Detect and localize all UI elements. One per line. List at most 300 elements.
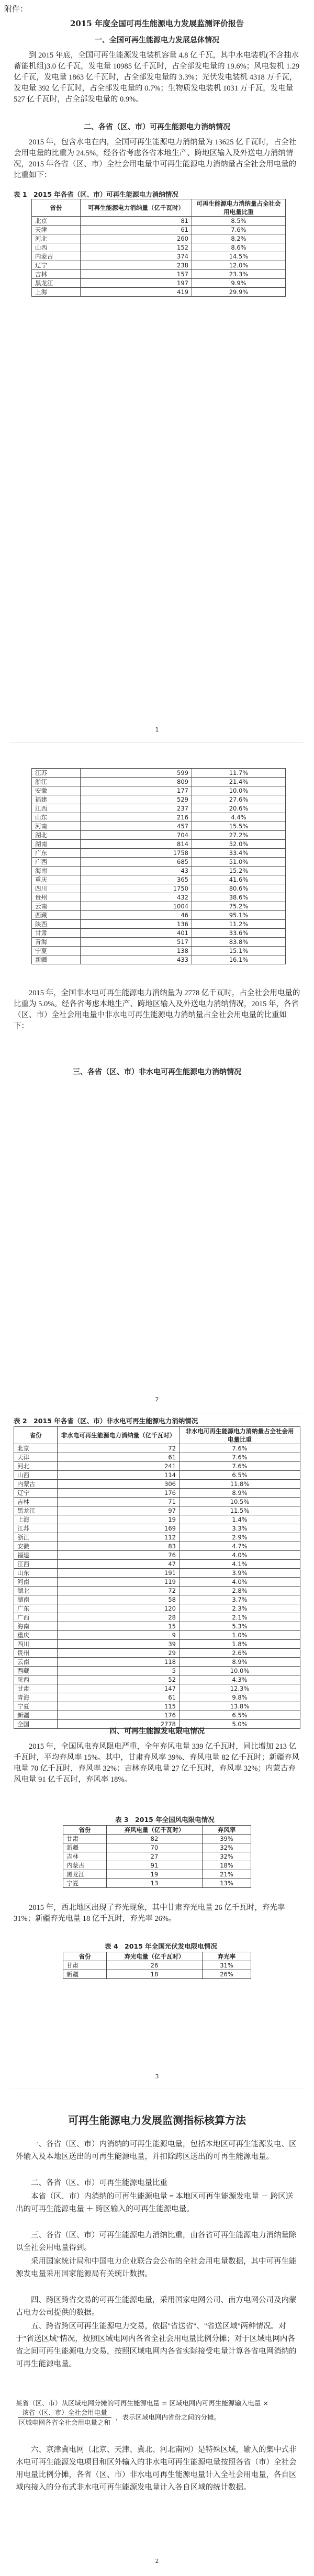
method-paragraph-3: 本省（区、市）内消纳的可再生能源电量 = 本地区可再生能源发电量 － 跨区送出的可再生能源电量 ＋ 跨区输入的可再生能源电量。 <box>16 2192 294 2213</box>
table-cell: 46 <box>81 911 192 920</box>
table-cell: 8.2% <box>192 234 286 243</box>
table-row <box>63 1835 251 1843</box>
table-cell: 海南 <box>14 1622 58 1631</box>
table-cell: 2778 <box>58 1720 180 1729</box>
table-cell: 433 <box>81 955 192 964</box>
table-cell: 33.6% <box>192 929 286 938</box>
table-row <box>32 947 286 955</box>
table-cell: 11.2% <box>192 920 286 929</box>
table-cell: 28 <box>58 1613 180 1622</box>
table-cell: 52 <box>58 1675 180 1684</box>
table-cell: 306 <box>58 1480 180 1489</box>
table-cell: 8.6% <box>192 243 286 252</box>
table-cell: 21.4% <box>192 778 286 786</box>
table-cell: 152 <box>81 243 192 252</box>
table-cell: 599 <box>81 769 192 778</box>
page-4 <box>0 2088 314 2576</box>
solar-curtailment-paragraph: 2015 年，西北地区出现了弃光现象，其中甘肃弃光电量 26 亿千瓦时，弃光率 31%；新疆弃光电量 18 亿千瓦时，弃光率 26%。 <box>14 1904 285 1923</box>
table-cell: 吉林 <box>14 1498 58 1506</box>
table-cell: 8.5% <box>192 217 286 226</box>
table-cell: 广西 <box>32 858 81 867</box>
attachment-label: 附件： <box>4 4 28 14</box>
table-cell: 陕西 <box>14 1675 58 1684</box>
table-header-row <box>32 199 286 217</box>
table-cell: 6.5% <box>180 1471 300 1480</box>
table-cell: 61 <box>58 1453 180 1462</box>
table-row <box>14 1524 300 1533</box>
table-cell: 湖北 <box>32 831 81 840</box>
table-cell: 江西 <box>14 1560 58 1569</box>
table-cell: 814 <box>81 840 192 849</box>
table-cell: 176 <box>58 1489 180 1498</box>
table-cell: 天津 <box>14 1453 58 1462</box>
table-cell: 51.0% <box>192 858 286 867</box>
table-cell: 7.6% <box>192 226 286 234</box>
table-cell: 江苏 <box>32 769 81 778</box>
table-cell: 136 <box>81 920 192 929</box>
table-cell: 18% <box>203 1861 251 1870</box>
table-row <box>32 822 286 831</box>
table-header-row <box>63 1826 251 1835</box>
wind-curtailment-paragraph: 2015 年，全国风电弃风限电严重，全年弃风电量 339 亿千瓦时，同比增加 213 亿千瓦时，平均弃风率 15%。其中，甘肃弃风率 39%、弃风电量 82 亿千瓦时；新疆弃风电量 70 亿千瓦时，弃风率 32%；吉林弃风电量 27 亿千瓦时，弃风率 32%；内蒙古弃风电量 91 亿千瓦时，弃风率 18%。 <box>14 1742 300 1784</box>
table-cell: 4.3% <box>180 1675 300 1684</box>
table-cell: 4.1% <box>180 1560 300 1569</box>
section-2-heading: 二、各省（区、市）可再生能源电力消纳情况 <box>84 123 230 131</box>
table-2 <box>14 1426 300 1729</box>
table-cell: 12.3% <box>180 1684 300 1693</box>
table-row <box>14 1631 300 1640</box>
method-paragraph-7: 五、跨省跨区可再生能源电力交易，依据"省送省"、"省送区域"两种情况。对于"省送区域"情况，按照区域电网内各省全社会用电量比例分摊；对于区域电网内各省之间可再生能源电力交易，按照区域电网内各省实际接受电量计算各省电网消纳的可再生能源电量。 <box>16 2322 297 2368</box>
column-header: 省份 <box>32 199 81 217</box>
table-cell: 11.8% <box>180 1480 300 1489</box>
table-cell: 169 <box>58 1524 180 1533</box>
table-cell: 120 <box>58 1604 180 1613</box>
table-cell: 新疆 <box>14 1711 58 1720</box>
table-row <box>63 1870 251 1879</box>
formula-lhs: 某省（区、市）从区域电网分摊的可再生能源电量 = 区域电网内可再生能源输入电量 × <box>16 2399 268 2407</box>
table-row <box>14 1711 300 1720</box>
table-cell: 374 <box>81 252 192 261</box>
table-cell: 4.0% <box>180 1551 300 1560</box>
table-row <box>14 1667 300 1675</box>
table-cell: 河南 <box>14 1578 58 1587</box>
table-row <box>14 1675 300 1684</box>
table-cell: 260 <box>81 234 192 243</box>
table-cell: 北京 <box>32 217 81 226</box>
table-cell: 241 <box>58 1462 180 1471</box>
table-cell: 8.9% <box>180 1489 300 1498</box>
non-hydro-intro-paragraph: 2015 年，全国非水电可再生能源电力消纳量为 2778 亿千瓦时，占全社会用电量的比重为 5.0%。经各省考虑本地生产、跨地区输入及外送电力消纳情况，2015 年，各省（区、市）全社会用电量中非水电可再生能源电力消纳量占全社会用电量的比重如下： <box>14 989 300 1030</box>
table-cell: 甘肃 <box>63 1835 107 1843</box>
page-2 <box>0 742 314 1413</box>
table-row <box>32 226 286 234</box>
table-cell: 云南 <box>32 902 81 911</box>
table-cell: 82 <box>107 1835 203 1843</box>
table-cell: 419 <box>81 288 192 297</box>
section-1-heading: 一、全国可再生能源电力发展总体情况 <box>95 36 219 44</box>
table-4 <box>63 1952 251 1979</box>
table-2-caption: 表 2 2015 年各省（区、市）非水电可再生能源电力消纳情况 <box>14 1417 198 1425</box>
appendix-title: 可再生能源电力发展监测指标核算方法 <box>68 2114 246 2127</box>
table-3 <box>63 1825 251 1888</box>
table-cell: 湖南 <box>32 840 81 849</box>
table-row <box>14 1480 300 1489</box>
table-cell: 湖南 <box>14 1595 58 1604</box>
method-paragraph-4: 三、各省（区、市）可再生能源电力消纳比重，由各省可再生能源电力消纳量除以全社会用电量得到。 <box>16 2231 297 2252</box>
table-cell: 2.1% <box>180 1613 300 1622</box>
section-1-paragraph: 到 2015 年底，全国可再生能源发电装机容量 4.8 亿千瓦，其中水电装机(不含抽水蓄能机组)3.0 亿千瓦，发电量 10985 亿千瓦时，占全部发电量的 19.6%；风电装机 1.29 亿千瓦，发电量 1863 亿千瓦时，占全部发电量的 3.3%；光伏发电装机 4318 万千瓦，发电量 392 亿千瓦时，占全部发电量的 0.7%；生物质发电装机 1031 万千瓦，发电量 527 亿千瓦时，占全部发电量的 0.9%。 <box>14 51 300 104</box>
method-paragraph-2: 二、各省（区、市）可再生能源电量比重 <box>31 2179 167 2187</box>
table-cell: 浙江 <box>14 1533 58 1542</box>
table-cell: 2.8% <box>180 1587 300 1595</box>
column-header: 弃风电量（亿千瓦时） <box>107 1826 203 1835</box>
table-cell: 176 <box>58 1711 180 1720</box>
table-cell: 海南 <box>32 867 81 875</box>
table-cell: 1758 <box>81 849 192 858</box>
table-cell: 91 <box>107 1861 203 1870</box>
column-header: 可再生能源电力消纳量占全社会用电量比重 <box>192 199 286 217</box>
table-cell: 西藏 <box>32 911 81 920</box>
table-row <box>32 867 286 875</box>
table-row <box>32 234 286 243</box>
table-cell: 黑龙江 <box>32 279 81 288</box>
table-cell: 山西 <box>32 243 81 252</box>
table-row <box>14 1542 300 1551</box>
table-cell: 237 <box>81 804 192 813</box>
table-3-caption: 表 3 2015 年全国风电限电情况 <box>115 1816 215 1824</box>
table-cell: 27.2% <box>192 831 286 840</box>
table-cell: 704 <box>81 831 192 840</box>
table-row <box>14 1622 300 1631</box>
table-row <box>14 1684 300 1693</box>
table-row <box>32 279 286 288</box>
table-cell: 32% <box>203 1852 251 1861</box>
page-1 <box>0 0 314 742</box>
table-row <box>14 1489 300 1498</box>
table-row <box>32 270 286 279</box>
table-row <box>32 893 286 902</box>
table-cell: 33.4% <box>192 849 286 858</box>
table-cell: 河北 <box>32 234 81 243</box>
table-cell: 甘肃 <box>32 929 81 938</box>
table-cell: 115 <box>58 1702 180 1711</box>
table-cell: 75.2% <box>192 902 286 911</box>
table-cell: 湖北 <box>14 1587 58 1595</box>
table-cell: 2.6% <box>180 1649 300 1658</box>
page-number: 2 <box>155 2558 159 2564</box>
table-cell: 新疆 <box>32 955 81 964</box>
table-row <box>32 769 286 778</box>
table-cell: 216 <box>81 813 192 822</box>
column-header: 弃风率 <box>203 1826 251 1835</box>
table-cell: 安徽 <box>32 786 81 795</box>
table-cell: 贵州 <box>32 893 81 902</box>
table-cell: 238 <box>81 261 192 270</box>
table-row <box>32 858 286 867</box>
column-header: 省份 <box>63 1826 107 1835</box>
table-cell: 147 <box>58 1684 180 1693</box>
table-cell: 西藏 <box>14 1667 58 1675</box>
table-row <box>32 884 286 893</box>
table-cell: 401 <box>81 929 192 938</box>
table-cell: 21% <box>203 1870 251 1879</box>
table-cell: 19 <box>107 1870 203 1879</box>
table-cell: 118 <box>58 1658 180 1667</box>
table-cell: 甘肃 <box>14 1684 58 1693</box>
table-cell: 山东 <box>14 1569 58 1578</box>
table-row <box>63 1879 251 1888</box>
table-cell: 191 <box>58 1569 180 1578</box>
page-number: 3 <box>155 2073 159 2080</box>
table-cell: 72 <box>58 1587 180 1595</box>
table-cell: 7.6% <box>180 1444 300 1453</box>
section-2-paragraph: 2015 年，包含水电在内，全国可再生能源电力消纳量为 13625 亿千瓦时，占全社会用电量的比重为 24.5%，经各省考虑各省本地生产、跨地区输入及外送电力消纳情况，2015 年各省（区、市）全社会用电量中可再生能源电力消纳量占全社会用电量的比重如下： <box>14 138 297 179</box>
table-cell: 上海 <box>14 1515 58 1524</box>
allocation-formula <box>16 2399 298 2427</box>
table-cell: 3.9% <box>180 1569 300 1578</box>
table-cell: 广东 <box>32 849 81 858</box>
table-cell: 9.8% <box>180 1693 300 1702</box>
table-row <box>63 1961 251 1970</box>
table-cell: 1750 <box>81 884 192 893</box>
table-cell: 95.1% <box>192 911 286 920</box>
table-cell: 26 <box>107 1961 203 1970</box>
table-cell: 26% <box>203 1970 251 1979</box>
table-header-row <box>14 1427 300 1444</box>
table-cell: 13 <box>107 1879 203 1888</box>
table-cell: 12.0% <box>192 261 286 270</box>
table-row <box>32 938 286 947</box>
table-row <box>14 1595 300 1604</box>
column-header: 弃光率 <box>203 1952 251 1961</box>
table-cell: 685 <box>81 858 192 867</box>
table-row <box>14 1587 300 1595</box>
table-row <box>32 911 286 920</box>
table-row <box>14 1506 300 1515</box>
table-cell: 山西 <box>14 1471 58 1480</box>
table-cell: 1.0% <box>180 1631 300 1640</box>
table-cell: 432 <box>81 893 192 902</box>
page-number: 1 <box>155 726 159 733</box>
table-cell: 13.8% <box>180 1702 300 1711</box>
table-cell: 31% <box>203 1961 251 1970</box>
table-cell: 9 <box>58 1631 180 1640</box>
table-row <box>14 1658 300 1667</box>
table-row <box>14 1444 300 1453</box>
table-cell: 7.6% <box>180 1462 300 1471</box>
table-row <box>14 1498 300 1506</box>
table-cell: 177 <box>81 786 192 795</box>
table-cell: 97 <box>58 1506 180 1515</box>
table-cell: 23.3% <box>192 270 286 279</box>
table-cell: 浙江 <box>32 778 81 786</box>
table-cell: 19 <box>58 1515 180 1524</box>
column-header: 非水电可再生能源电力消纳量（亿千瓦时） <box>58 1427 180 1444</box>
table-cell: 5 <box>58 1667 180 1675</box>
section-3-heading: 三、各省（区、市）非水电可再生能源电力消纳情况 <box>73 1068 241 1076</box>
table-row <box>14 1560 300 1569</box>
method-paragraph-5: 采用国家统计局和中国电力企业联合会公布的全社会用电量数据，其中可再生能源发电量采用国家能源局有关统计数据。 <box>16 2257 297 2278</box>
table-row <box>14 1533 300 1542</box>
table-row <box>32 252 286 261</box>
table-cell: 云南 <box>14 1658 58 1667</box>
table-cell: 内蒙古 <box>63 1861 107 1870</box>
table-row <box>32 786 286 795</box>
table-cell: 广东 <box>14 1604 58 1613</box>
section-4-heading: 四、可再生能源发电限电情况 <box>109 1727 205 1736</box>
table-cell: 1.8% <box>180 1640 300 1649</box>
table-row <box>32 813 286 822</box>
table-cell: 58 <box>58 1595 180 1604</box>
table-cell: 43 <box>81 867 192 875</box>
table-cell: 457 <box>81 822 192 831</box>
table-cell: 9.9% <box>192 279 286 288</box>
table-cell: 32% <box>203 1843 251 1852</box>
table-cell: 529 <box>81 795 192 804</box>
table-row <box>32 804 286 813</box>
table-cell: 新疆 <box>63 1843 107 1852</box>
table-cell: 76 <box>58 1551 180 1560</box>
table-cell: 4.7% <box>180 1542 300 1551</box>
table-row <box>14 1640 300 1649</box>
table-row <box>32 261 286 270</box>
table-cell: 1.4% <box>180 1515 300 1524</box>
table-cell: 72 <box>58 1444 180 1453</box>
table-row <box>14 1471 300 1480</box>
page-number: 2 <box>155 1396 159 1403</box>
table-row <box>14 1613 300 1622</box>
table-cell: 70 <box>107 1843 203 1852</box>
table-cell: 27 <box>107 1852 203 1861</box>
table-cell: 29.9% <box>192 288 286 297</box>
table-cell: 38.6% <box>192 893 286 902</box>
table-cell: 365 <box>81 875 192 884</box>
table-cell: 山东 <box>32 813 81 822</box>
table-row <box>14 1569 300 1578</box>
table-cell: 江苏 <box>14 1524 58 1533</box>
table-1-caption: 表 1 2015 年各省（区、市）可再生能源电力消纳情况 <box>14 190 178 198</box>
table-cell: 贵州 <box>14 1649 58 1658</box>
table-row <box>14 1702 300 1711</box>
table-cell: 新疆 <box>63 1970 107 1979</box>
table-cell: 福建 <box>32 795 81 804</box>
table-cell: 15 <box>58 1622 180 1631</box>
table-row <box>32 955 286 964</box>
column-header: 可再生能源电力消纳量（亿千瓦时） <box>81 199 192 217</box>
table-4-caption: 表 4 2015 年全国光伏发电限电情况 <box>105 1942 217 1950</box>
table-1-continued <box>31 768 286 964</box>
table-cell: 15.2% <box>192 867 286 875</box>
table-cell: 全国 <box>14 1720 58 1729</box>
table-cell: 61 <box>81 226 192 234</box>
table-cell: 5.0% <box>180 1720 300 1729</box>
table-cell: 41.6% <box>192 875 286 884</box>
formula-numerator: 该省（区、市）全社会用电量 <box>18 2408 111 2418</box>
table-row <box>32 920 286 929</box>
table-cell: 157 <box>81 270 192 279</box>
column-header: 省份 <box>63 1952 107 1961</box>
table-cell: 北京 <box>14 1444 58 1453</box>
table-cell: 47 <box>58 1560 180 1569</box>
table-row <box>63 1843 251 1852</box>
table-row <box>14 1578 300 1587</box>
table-cell: 内蒙古 <box>32 252 81 261</box>
table-row <box>32 795 286 804</box>
table-row <box>32 849 286 858</box>
table-cell: 517 <box>81 938 192 947</box>
page-3 <box>0 1413 314 2088</box>
table-cell: 3.7% <box>180 1595 300 1604</box>
table-cell: 福建 <box>14 1551 58 1560</box>
table-row <box>32 875 286 884</box>
table-cell: 四川 <box>14 1640 58 1649</box>
table-cell: 138 <box>81 947 192 955</box>
table-cell: 29 <box>58 1649 180 1658</box>
table-cell: 119 <box>58 1578 180 1587</box>
method-paragraph-1: 一、各省（区、市）内消纳的可再生能源电量，包括本地区可再生能源发电、区外输入及本地区送出的可再生能源电量，并扣除跨区送出的可再生能源电量。 <box>16 2140 297 2161</box>
table-cell: 6.5% <box>180 1711 300 1720</box>
table-cell: 10.0% <box>192 786 286 795</box>
table-row <box>32 840 286 849</box>
table-cell: 陕西 <box>32 920 81 929</box>
table-cell: 江西 <box>32 804 81 813</box>
table-row <box>32 243 286 252</box>
table-row <box>32 902 286 911</box>
table-row <box>32 217 286 226</box>
table-cell: 112 <box>58 1533 180 1542</box>
table-cell: 重庆 <box>14 1631 58 1640</box>
table-cell: 18 <box>107 1970 203 1979</box>
table-cell: 河北 <box>14 1462 58 1471</box>
table-cell: 39% <box>203 1835 251 1843</box>
table-cell: 河南 <box>32 822 81 831</box>
table-header-row <box>63 1952 251 1961</box>
table-cell: 27.6% <box>192 795 286 804</box>
table-cell: 16.1% <box>192 955 286 964</box>
table-cell: 青海 <box>32 938 81 947</box>
column-header: 省份 <box>14 1427 58 1444</box>
table-cell: 辽宁 <box>14 1489 58 1498</box>
table-cell: 黑龙江 <box>14 1506 58 1515</box>
report-title: 2015 年度全国可再生能源电力发展监测评价报告 <box>70 19 244 28</box>
table-row <box>14 1453 300 1462</box>
table-cell: 71 <box>58 1498 180 1506</box>
table-cell: 重庆 <box>32 875 81 884</box>
table-cell: 3.3% <box>180 1524 300 1533</box>
table-cell: 8.9% <box>180 1658 300 1667</box>
table-cell: 15.5% <box>192 822 286 831</box>
table-row <box>63 1970 251 1979</box>
table-cell: 15.1% <box>192 947 286 955</box>
table-cell: 197 <box>81 279 192 288</box>
table-cell: 114 <box>58 1471 180 1480</box>
table-cell: 83.8% <box>192 938 286 947</box>
table-cell: 7.6% <box>180 1453 300 1462</box>
table-cell: 809 <box>81 778 192 786</box>
table-row <box>32 288 286 297</box>
method-paragraph-8: 六、京津冀电网（北京、天津、冀北、河北南网）是特殊区域，输入的集中式非水电可再生能源发电项目和区外输入的非水电可再生能源电量按照各省（市）全社会用电量比例分摊，各省（区、市）非水电可再生能源电量计入全社会用电量，各自区域内接入的分布式非水电可再生能源发电量计入各自区域的统计数据。 <box>16 2446 297 2492</box>
table-cell: 1004 <box>81 902 192 911</box>
table-cell: 13% <box>203 1879 251 1888</box>
table-row <box>63 1861 251 1870</box>
table-cell: 天津 <box>32 226 81 234</box>
table-row <box>14 1515 300 1524</box>
table-cell: 吉林 <box>32 270 81 279</box>
table-cell: 四川 <box>32 884 81 893</box>
table-cell: 内蒙古 <box>14 1480 58 1489</box>
table-cell: 宁夏 <box>32 947 81 955</box>
table-row <box>63 1852 251 1861</box>
